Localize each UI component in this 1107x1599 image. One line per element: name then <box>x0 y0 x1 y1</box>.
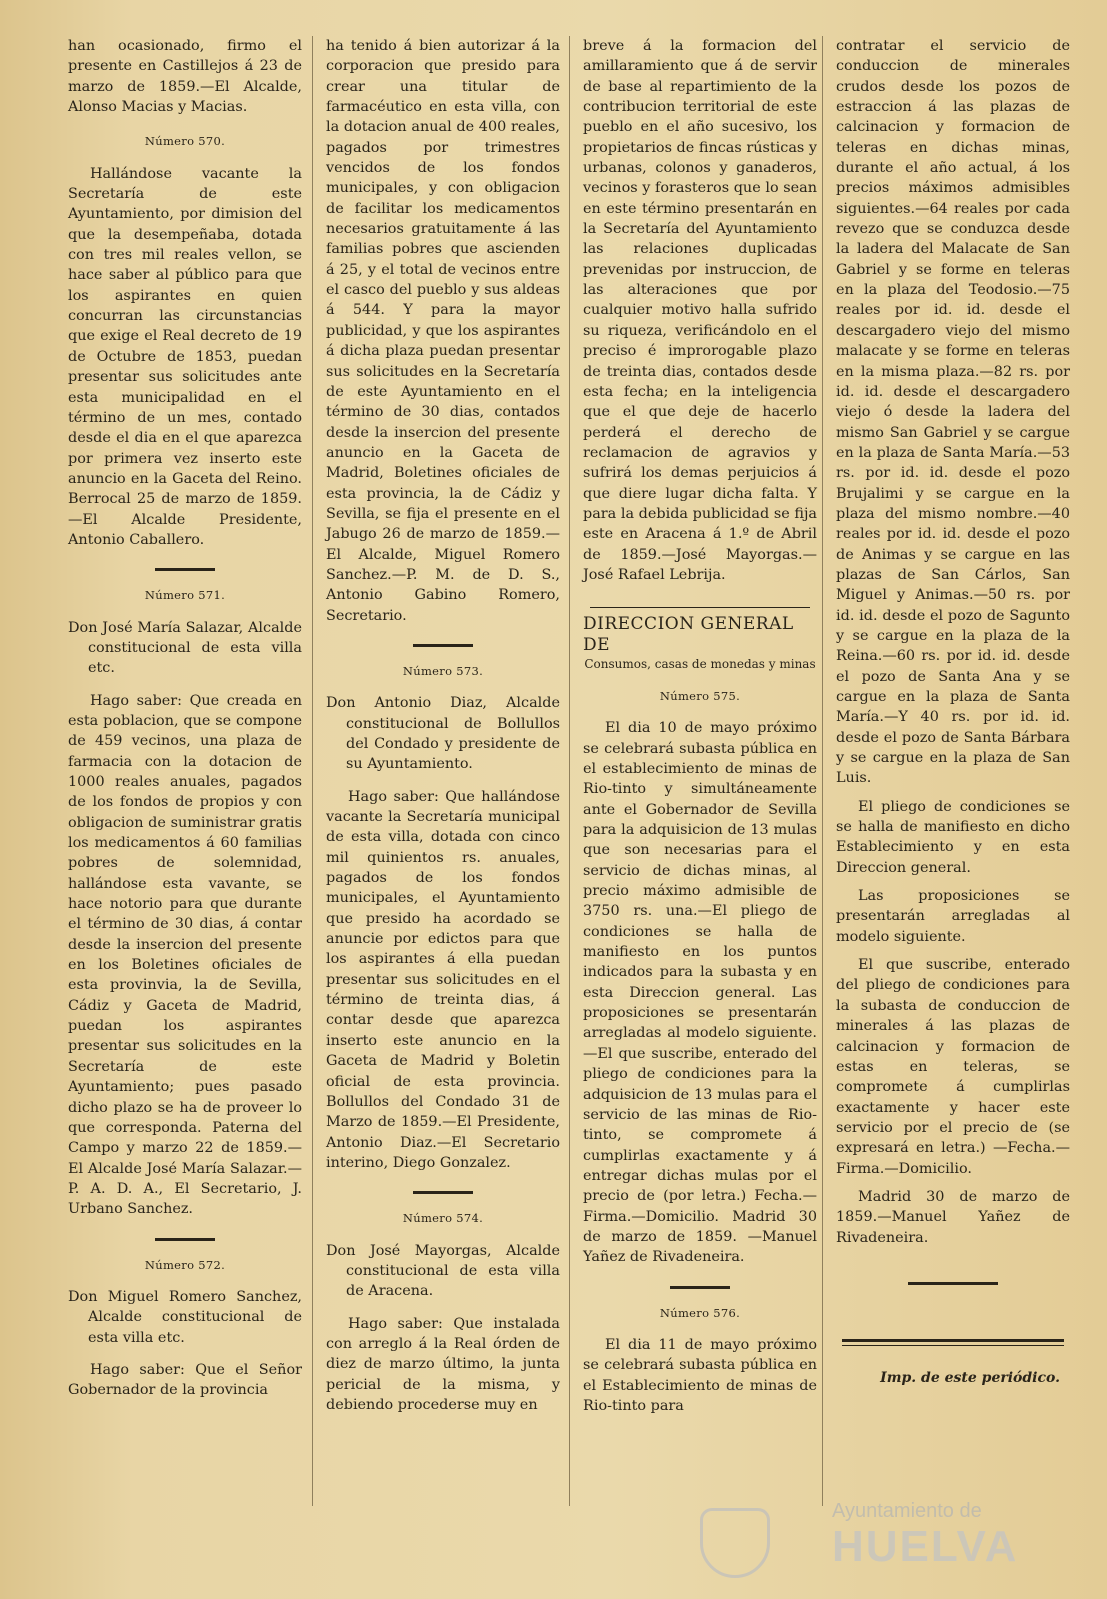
watermark <box>700 1500 1030 1580</box>
notice-heading: Don Antonio Diaz, Alcalde constitucional de Bollullos del Condado y presidente de su Ayuntamiento. <box>326 695 560 773</box>
separator <box>590 607 810 608</box>
notice-text: Hago saber: Que hallándose vacante la Secretaría municipal de esta villa, dotada con cinco mil quinientos rs. anuales, pagados de los fondos municipales, el Ayuntamiento que presido ha acordado se anuncie por edictos para que los aspirantes á ella puedan presentar sus solicitudes en el término de treinta dias, á contar desde que aparezca inserto este anuncio en la Gaceta de Madrid y Boletin oficial de esta provincia. Bollullos del Condado 31 de Marzo de 1859.—El Presidente, Antonio Diaz.—El Secretario interino, Diego Gonzalez. <box>326 788 560 1171</box>
separator <box>413 1191 473 1194</box>
notice-text: Hallándose vacante la Secretaría de este Ayuntamiento, por dimision del que la desempeñaba, dotada con tres mil reales vellon, se hace saber al público para que los aspirantes en quien concurran las circunstancias que exige el Real decreto de 19 de Octubre de 1853, puedan presentar sus solicitudes ante esta municipalidad en el término de un mes, contado desde el dia en el que aparezca por primera vez inserto este anuncio en la Gaceta del Reino. Berrocal 25 de marzo de 1859.—El Alcalde Presidente, Antonio Caballero. <box>68 165 302 548</box>
column-rule <box>569 36 570 1506</box>
notice-number: Número 576. <box>659 1305 741 1320</box>
notice-heading: Don Miguel Romero Sanchez, Alcalde constitucional de esta villa etc. <box>68 1288 302 1346</box>
notice-text: El pliego de condiciones se se halla de manifiesto en dicho Establecimiento y en esta Direccion general. <box>836 798 1070 876</box>
notice-number: Número 572. <box>144 1257 226 1272</box>
notice-number: Número 573. <box>402 663 484 678</box>
notice-text: El que suscribe, enterado del pliego de condiciones para la subasta de conduccion de minerales á las plazas de calcinacion y formacion de estas en teleras, se compromete á cumplirlas exactamente y hacer este servicio por el precio de (se expresará en letra.) —Fecha.—Firma.—Domicilio. <box>836 957 1070 1177</box>
section-subheading: Consumos, casas de monedas y minas <box>584 656 816 671</box>
notice-text: Hago saber: Que el Señor Gobernador de la provincia <box>68 1361 302 1399</box>
separator <box>155 568 215 571</box>
notice-text: breve á la formacion del amillaramiento que á de servir de base al repartimiento de la contribucion territorial de este pueblo en el año sucesivo, los propietarios de fincas rústicas y urbanas, colonos y ganaderos, vecinos y forasteros que lo sean en este término presentarán en la Secretaría del Ayuntamiento las relaciones duplicadas prevenidas por instruccion, de las alteraciones que por cualquier motivo halla sufrido su riqueza, verificándolo en el preciso é improrogable plazo de treinta dias, contados desde esta fecha; en la inteligencia que el que deje de hacerlo perderá el derecho de reclamacion de agravios y sufrirá los demas perjuicios á que diere lugar dicha falta. Y para la debida publicidad se fija este en Aracena á 1.º de Abril de 1859.—José Mayorgas.—José Rafael Lebrija. <box>583 38 817 583</box>
notice-text: Hago saber: Que instalada con arreglo á la Real órden de diez de marzo último, la junta pericial de la misma, y debiendo procederse muy en <box>326 1315 560 1413</box>
notice-heading: Don José María Salazar, Alcalde constitucional de esta villa etc. <box>68 619 302 677</box>
column-rule <box>822 36 823 1506</box>
notice-number: Número 570. <box>144 134 226 149</box>
notice-text: ha tenido á bien autorizar á la corporacion que presido para crear una titular de farmacéutico en esta villa, con la dotacion anual de 400 reales, pagados por trimestres vencidos de los fondos municipales, y con obligacion de facilitar los medicamentos necesarios gratuitamente á las familias pobres que ascienden á 25, y el total de vecinos entre el casco del pueblo y sus aldeas á 544. Y para la mayor publicidad, y que los aspirantes á dicha plaza puedan presentar sus solicitudes en la Secretaría de este Ayuntamiento en el término de 30 dias, contados desde la insercion del presente anuncio en la Gaceta de Madrid, Boletines oficiales de esta provincia, la de Cádiz y Sevilla, se fija el presente en el Jabugo 26 de marzo de 1859.—El Alcalde, Miguel Romero Sanchez.—P. M. de D. S., Antonio Gabino Romero, Secretario. <box>326 38 560 624</box>
notice-number: Número 571. <box>144 588 226 603</box>
separator <box>155 1238 215 1241</box>
notice-text: El dia 10 de mayo próximo se celebrará subasta pública en el establecimiento de minas de Rio-tinto y simultáneamente ante el Gobernador de Sevilla para la adquisicion de 13 mulas que son necesarias para el servicio de dichas minas, al precio máximo admisible de 3750 rs. una.—El pliego de condiciones se halla de manifiesto en los puntos indicados para la subasta y en esta Direccion general. Las proposiciones se presentarán arregladas al modelo siguiente.—El que suscribe, enterado del pliego de condiciones para la adquisicion de 13 mulas para el servicio de las minas de Rio-tinto, se compromete á cumplirlas exactamente y á entregar dichas mulas por el precio de (por letra.) Fecha.—Firma.—Domicilio. Madrid 30 de marzo de 1859. —Manuel Yañez de Rivadeneira. <box>583 720 817 1266</box>
watermark-line2: HUELVA <box>832 1522 1019 1571</box>
column-3 <box>583 36 817 1424</box>
column-4 <box>836 36 1070 1388</box>
column-1 <box>68 36 302 1409</box>
notice-text: Las proposiciones se presentarán arregladas al modelo siguiente. <box>836 888 1070 945</box>
section-heading: DIRECCION GENERAL DE <box>583 614 794 655</box>
notice-text: Madrid 30 de marzo de 1859.—Manuel Yañez de Rivadeneira. <box>836 1188 1070 1246</box>
separator <box>908 1282 998 1285</box>
notice-text: Hago saber: Que creada en esta poblacion, que se compone de 459 vecinos, una plaza de farmacia con la dotacion de 1000 reales anuales, pagados de los fondos de propios y con obligacion de suministrar gratis los medicamentos á 60 familias pobres de solemnidad, hallándose esta vavante, se hace notorio para que durante el término de 30 dias, á contar desde la insercion del presente en los Boletines oficiales de esta provinvia, la de Sevilla, Cádiz y Gaceta de Madrid, puedan los aspirantes presentar sus solicitudes en la Secretaría de este Ayuntamiento; pues pasado dicho plazo se ha de proveer lo que corresponda. Paterna del Campo y marzo 22 de 1859.—El Alcalde José María Salazar.—P. A. D. A., El Secretario, J. Urbano Sanchez. <box>68 692 302 1218</box>
notice-text: contratar el servicio de conduccion de minerales crudos desde los pozos de estraccion á las plazas de calcinacion y formacion de teleras en dichas minas, durante el año actual, á los precios máximos admisibles siguientes.—64 reales por cada revezo que se conduzca desde la ladera del Malacate de San Gabriel y se forme en teleras en la plaza del Teodosio.—75 reales por id. id. desde el descargadero viejo del mismo malacate y se forme en teleras en la misma plaza.—82 rs. por id. id. desde el descargadero viejo ó desde la ladera del mismo San Gabriel y se cargue en la plaza de Santa María.—53 rs. por id. id. desde el pozo Brujalimi y se cargue en la plaza del mismo nombre.—40 reales por id. id. desde el pozo de Animas y se cargue en las plazas de San Cárlos, San Miguel y Animas.—50 rs. por id. id. desde el pozo de Sagunto y se cargue en la plaza de la Reina.—60 rs. por id. id. desde el pozo de Santa Ana y se cargue en la plaza de Santa María.—Y 40 rs. por id. id. desde el pozo de Santa Bárbara y se cargue en la plaza de San Luis. <box>836 38 1070 787</box>
watermark-line1: Ayuntamiento de <box>832 1500 982 1522</box>
column-2 <box>326 36 560 1423</box>
notice-heading: Don José Mayorgas, Alcalde constitucional de esta villa de Aracena. <box>326 1242 560 1300</box>
notice-number: Número 575. <box>659 688 741 703</box>
column-rule <box>312 36 313 1506</box>
separator <box>670 1286 730 1289</box>
coat-of-arms-icon <box>700 1508 770 1578</box>
printer-imprint: Imp. de este periódico. <box>880 1369 1060 1386</box>
double-rule <box>842 1339 1064 1346</box>
notice-text: han ocasionado, firmo el presente en Castillejos á 23 de marzo de 1859.—El Alcalde, Alonso Macias y Macias. <box>68 38 302 116</box>
notice-text: El dia 11 de mayo próximo se celebrará subasta pública en el Establecimiento de minas de Rio-tinto para <box>583 1336 817 1414</box>
separator <box>413 644 473 647</box>
notice-number: Número 574. <box>402 1211 484 1226</box>
